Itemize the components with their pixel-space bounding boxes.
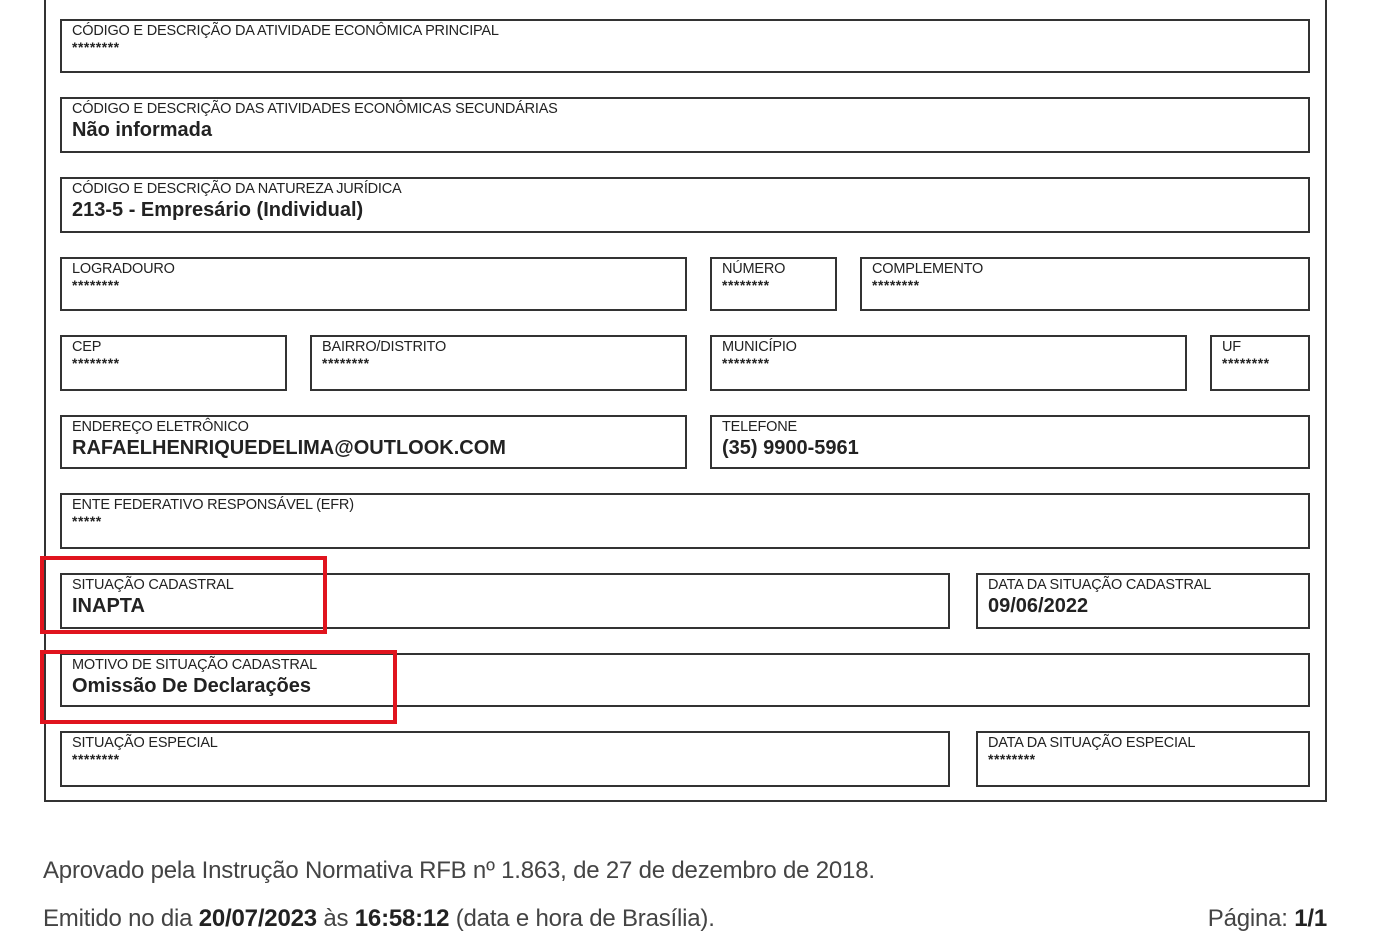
field-value: INAPTA [72, 595, 145, 617]
field-label: TELEFONE [722, 419, 797, 435]
field-label: CEP [72, 339, 102, 355]
field-atividades-secundarias [60, 97, 1310, 153]
field-situacao-especial [60, 731, 950, 787]
field-label: ENDEREÇO ELETRÔNICO [72, 419, 249, 435]
emission-prefix: Emitido no dia [43, 905, 199, 932]
page-indicator [1208, 905, 1327, 933]
field-label: DATA DA SITUAÇÃO ESPECIAL [988, 735, 1196, 751]
approval-note [43, 857, 875, 885]
field-value: ******** [72, 277, 120, 293]
field-value: ******** [72, 751, 120, 767]
field-bairro [310, 335, 687, 391]
approval-text: Aprovado pela Instrução Normativa RFB nº 1.863, de 27 de dezembro de 2018. [43, 857, 875, 884]
field-atividade-principal [60, 19, 1310, 73]
field-value: ******** [1222, 355, 1270, 371]
field-value: ******** [988, 751, 1036, 767]
field-value: RAFAELHENRIQUEDELIMA@OUTLOOK.COM [72, 437, 506, 459]
field-value: Omissão De Declarações [72, 675, 312, 697]
field-label: BAIRRO/DISTRITO [322, 339, 447, 355]
emission-mid: às [316, 905, 355, 932]
field-value: (35) 9900-5961 [722, 437, 859, 459]
field-telefone [710, 415, 1310, 469]
field-value: ******** [872, 277, 920, 293]
highlight-box-situacao [40, 556, 327, 634]
field-label: SITUAÇÃO ESPECIAL [72, 735, 218, 751]
emission-note [43, 905, 715, 933]
field-value: 09/06/2022 [988, 595, 1089, 617]
field-value: ******** [722, 355, 770, 371]
field-municipio [710, 335, 1187, 391]
field-label: CÓDIGO E DESCRIÇÃO DA NATUREZA JURÍDICA [72, 181, 402, 197]
emission-date: 20/07/2023 [198, 905, 317, 932]
field-label: CÓDIGO E DESCRIÇÃO DAS ATIVIDADES ECONÔMICAS SECUNDÁRIAS [72, 101, 558, 117]
field-label: COMPLEMENTO [872, 261, 984, 277]
field-value: Não informada [72, 119, 213, 141]
field-label: DATA DA SITUAÇÃO CADASTRAL [988, 577, 1212, 593]
field-value: ***** [72, 513, 102, 529]
field-numero [710, 257, 837, 311]
field-value: ******** [722, 277, 770, 293]
field-value: 213-5 - Empresário (Individual) [72, 199, 364, 221]
field-natureza-juridica [60, 177, 1310, 233]
field-efr [60, 493, 1310, 549]
page-prefix: Página: [1207, 905, 1295, 932]
field-email [60, 415, 687, 469]
field-cep [60, 335, 287, 391]
field-label: MUNICÍPIO [722, 339, 797, 355]
field-label: LOGRADOURO [72, 261, 175, 277]
field-value: ******** [72, 39, 120, 55]
emission-time: 16:58:12 [354, 905, 450, 932]
field-complemento [860, 257, 1310, 311]
field-data-situacao-especial [976, 731, 1310, 787]
field-data-situacao-cadastral [976, 573, 1310, 629]
field-label: ENTE FEDERATIVO RESPONSÁVEL (EFR) [72, 497, 354, 513]
page-value: 1/1 [1294, 905, 1327, 932]
field-label: MOTIVO DE SITUAÇÃO CADASTRAL [72, 657, 317, 673]
field-value: ******** [72, 355, 120, 371]
field-label: CÓDIGO E DESCRIÇÃO DA ATIVIDADE ECONÔMICA PRINCIPAL [72, 23, 499, 39]
emission-suffix: (data e hora de Brasília). [449, 905, 715, 932]
field-uf [1210, 335, 1310, 391]
field-label: NÚMERO [722, 261, 786, 277]
field-label: SITUAÇÃO CADASTRAL [72, 577, 234, 593]
field-logradouro [60, 257, 687, 311]
field-value: ******** [322, 355, 370, 371]
field-label: UF [1222, 339, 1241, 355]
highlight-box-motivo [40, 650, 397, 724]
